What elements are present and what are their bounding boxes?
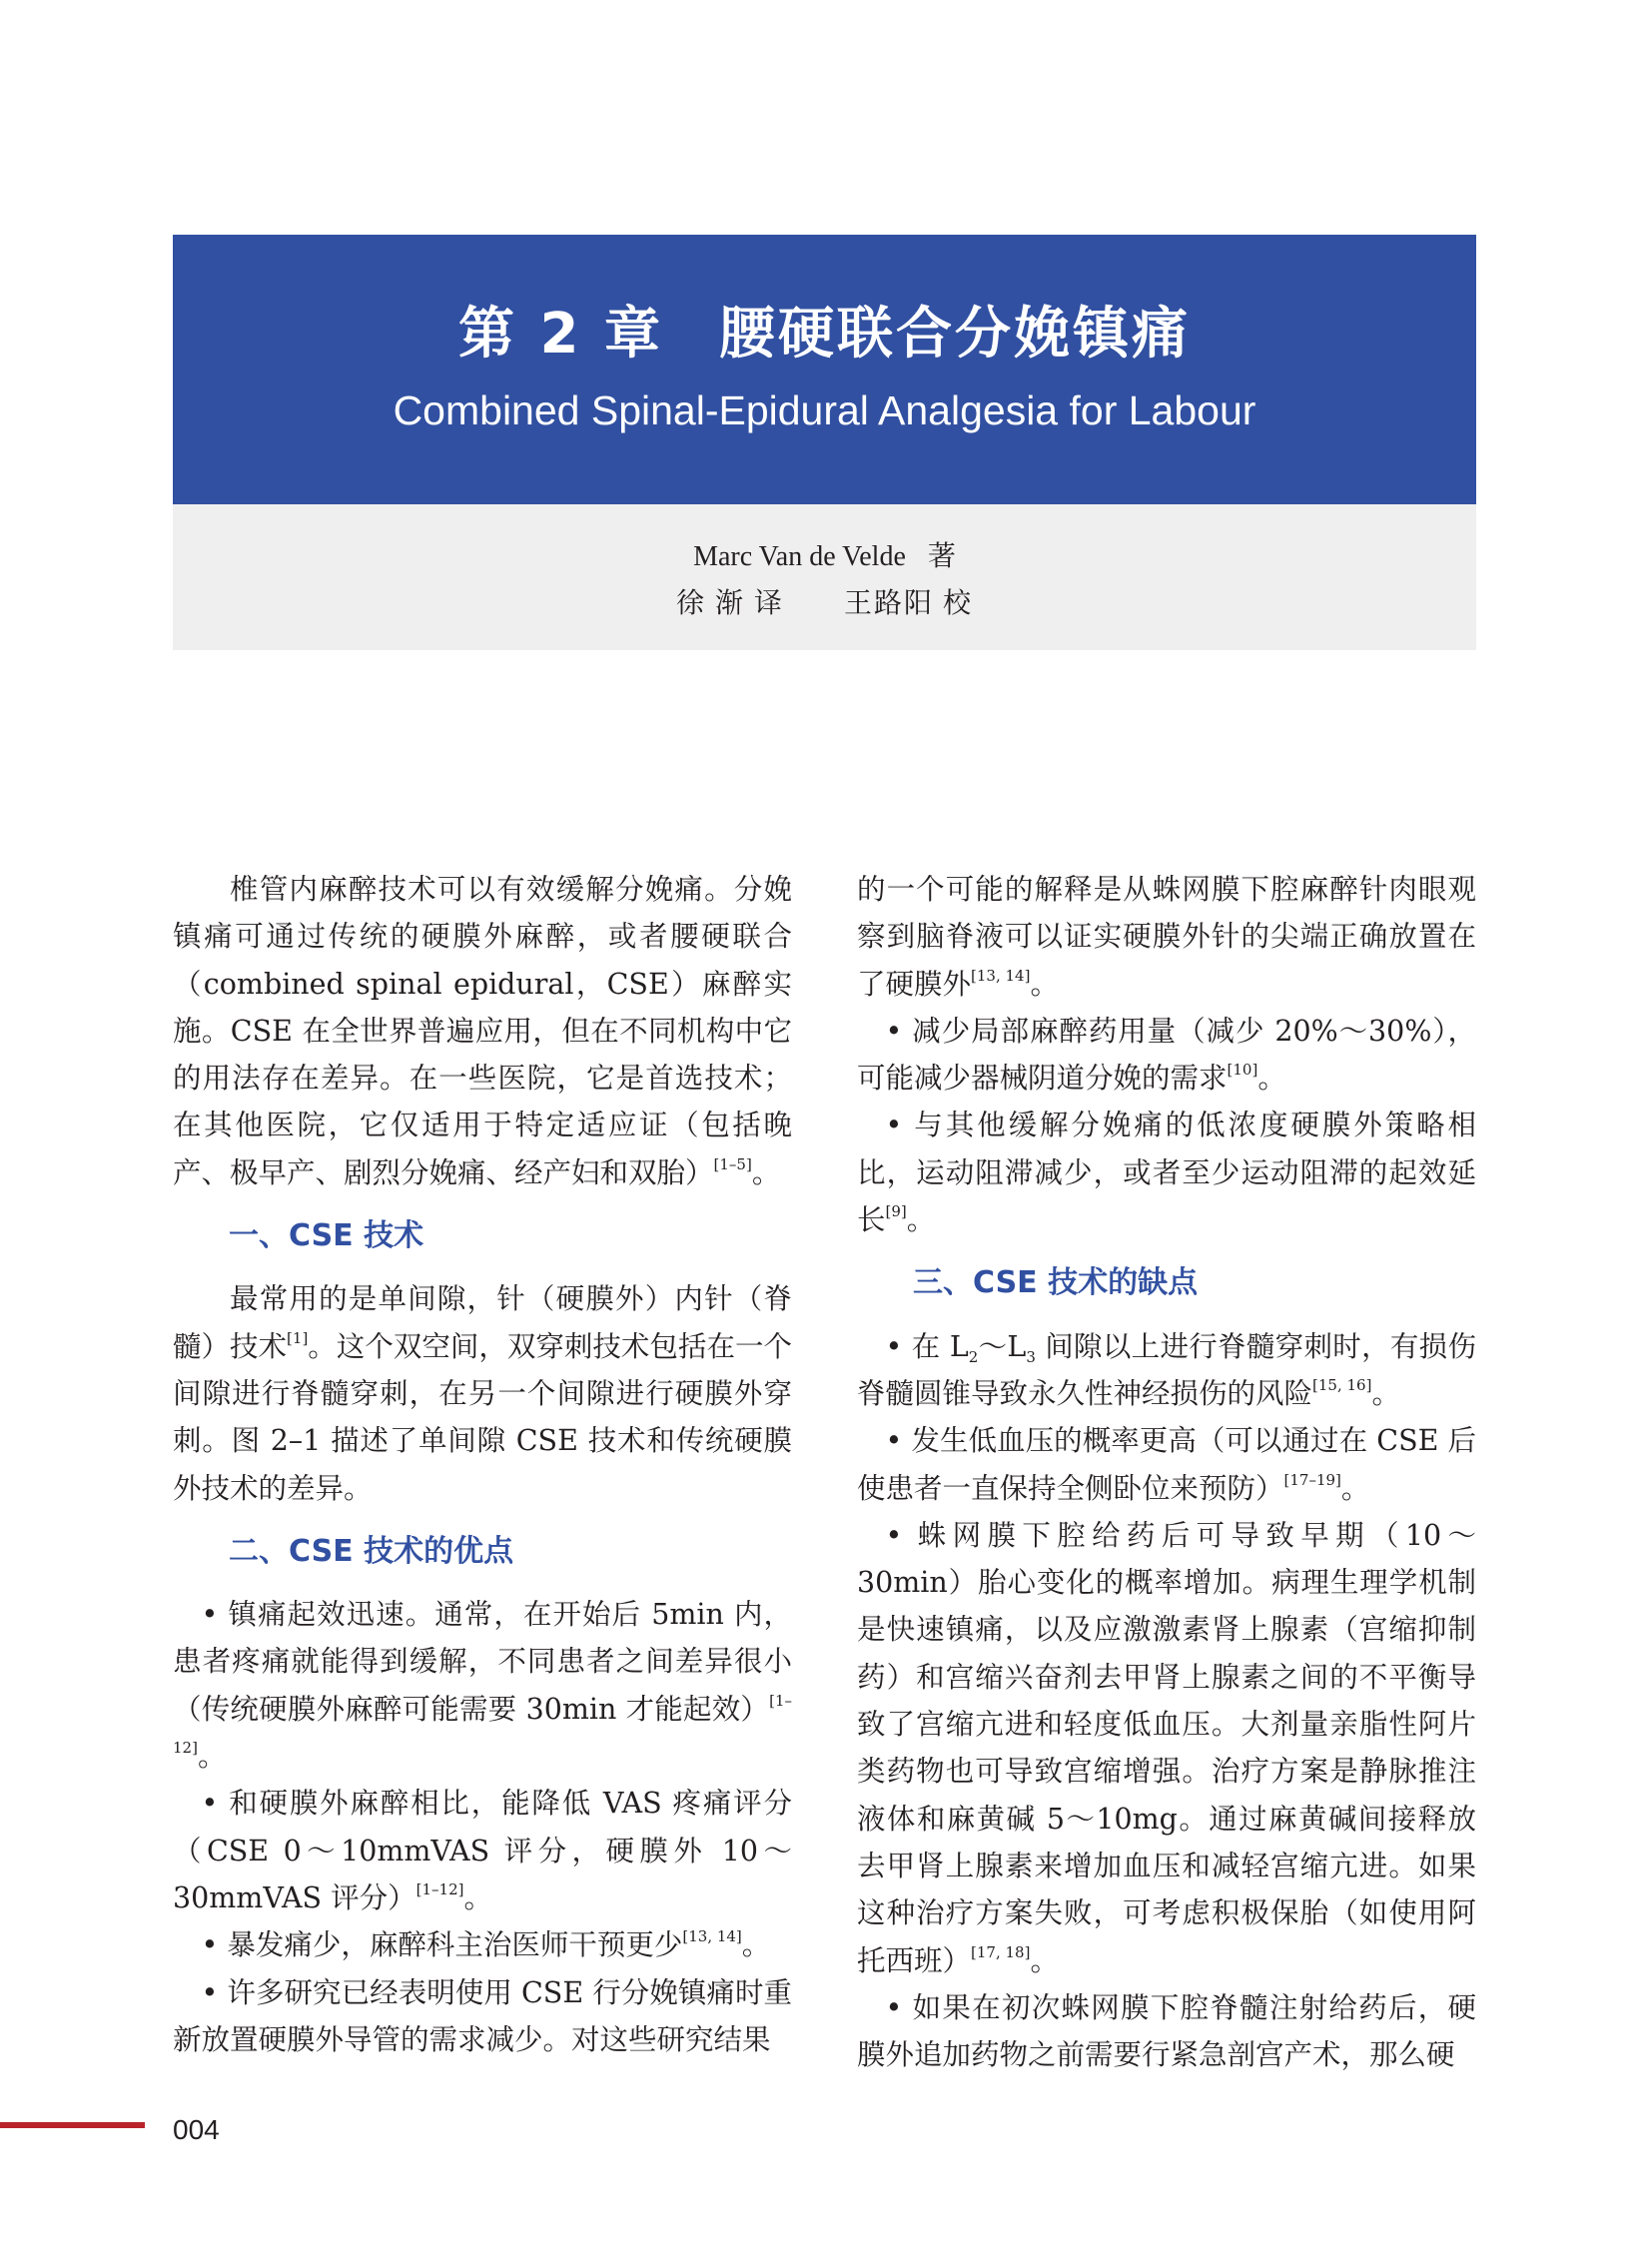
- advantage-item: • 暴发痛少，麻醉科主治医师干预更少[13, 14]。: [201, 1927, 771, 1962]
- reviewer-mark: 校: [943, 588, 974, 619]
- right-column: [857, 866, 1476, 2078]
- translator-name: 徐 渐: [675, 588, 745, 619]
- citation: [1–12]: [415, 1879, 464, 1898]
- translator-mark: 译: [753, 588, 784, 619]
- left-column: [173, 866, 792, 2063]
- advantage-item: • 与其他缓解分娩痛的低浓度硬膜外策略相比，运动阻滞减少，或者至少运动阻滞的起效延长[9]。: [857, 1109, 1476, 1237]
- citation: [13, 14]: [971, 966, 1031, 985]
- author-mark: 著: [927, 541, 956, 572]
- author-line: [173, 537, 1476, 577]
- chapter-banner: [173, 235, 1476, 504]
- advantage-item: • 许多研究已经表明使用 CSE 行分娩镇痛时重新放置硬膜外导管的需求减少。对这些研究结果: [173, 1975, 792, 2056]
- citation: [17–19]: [1283, 1470, 1341, 1489]
- advantage-item: • 和硬膜外麻醉相比，能降低 VAS 疼痛评分（CSE 0～10mmVAS 评分，硬膜外 10～30mmVAS 评分）[1–12]。: [173, 1787, 792, 1914]
- advantage-item: • 镇痛起效迅速。通常，在开始后 5min 内，患者疼痛就能得到缓解，不同患者之间差异很小（传统硬膜外麻醉可能需要 30min 才能起效）[1–12]。: [173, 1598, 792, 1774]
- credits-box: [173, 504, 1476, 650]
- citation: [1]: [287, 1328, 309, 1347]
- disadvantage-item: • 在 $L_2\sim L_3$ 间隙以上进行脊髓穿刺时，有损伤脊髓圆锥导致永久性神经损伤的风险[15, 16]。: [857, 1329, 1476, 1410]
- english-title: Combined Spinal-Epidural Analgesia for Labour: [393, 387, 1256, 433]
- citation: [17, 18]: [971, 1942, 1031, 1961]
- chapter-number: 第 2 章: [458, 302, 663, 367]
- footer-accent-bar: [0, 2122, 145, 2128]
- section-heading-disadvantages: 三、CSE 技术的缺点: [913, 1265, 1199, 1301]
- citation: [1–5]: [713, 1154, 752, 1173]
- advantage-item: • 减少局部麻醉药用量（减少 20%～30%），可能减少器械阴道分娩的需求[10]。: [857, 1014, 1476, 1096]
- page-number: 004: [173, 2114, 220, 2145]
- citation: [1–12]: [173, 1691, 792, 1758]
- section-heading-technique: 一、CSE 技术: [229, 1218, 424, 1254]
- disadvantage-item: • 蛛网膜下腔给药后可导致早期（10～30min）胎心变化的概率增加。病理生理学机制是快速镇痛，以及应激激素肾上腺素（宫缩抑制药）和宫缩兴奋剂去甲肾上腺素之间的不平衡导致了宫缩亢进和轻度低血压。大剂量亲脂性阿片类药物也可导致宫缩增强。治疗方案是静脉推注液体和麻黄碱 5～10mg。通过麻黄碱间接释放去甲肾上腺素来增加血压和减轻宫缩亢进。如果这种治疗方案失败，可考虑积极保胎（如使用阿托西班）[17, 18]。: [857, 1518, 1476, 1977]
- citation: [10]: [1227, 1061, 1258, 1080]
- intro-paragraph: 椎管内麻醉技术可以有效缓解分娩痛。分娩镇痛可通过传统的硬膜外麻醉，或者腰硬联合（combined spinal epidural，CSE）麻醉实施。CSE 在全世界普遍应用，但在不同机构中它的用法存在差异。在一些医院，它是首选技术；在其他医院，它仅适用于特定适应证（包括晚产、极早产、剧烈分娩痛、经产妇和双胎）[1–5]。: [173, 873, 792, 1189]
- reviewer-name: 王路阳: [844, 588, 935, 619]
- translator-line: [173, 584, 1476, 624]
- citation: [9]: [885, 1202, 907, 1221]
- continued-paragraph: 的一个可能的解释是从蛛网膜下腔麻醉针肉眼观察到脑脊液可以证实硬膜外针的尖端正确放置在了硬膜外[13, 14]。: [857, 873, 1476, 1001]
- section-heading-advantages: 二、CSE 技术的优点: [229, 1533, 514, 1569]
- technique-paragraph: 最常用的是单间隙，针（硬膜外）内针（脊髓）技术[1]。这个双空间，双穿刺技术包括在一个间隙进行脊髓穿刺，在另一个间隙进行硬膜外穿刺。图 2–1 描述了单间隙 CSE 技术和传统硬膜外技术的差异。: [173, 1282, 792, 1505]
- disadvantage-item: • 如果在初次蛛网膜下腔脊髓注射给药后，硬膜外追加药物之前需要行紧急剖宫产术，那么硬: [857, 1990, 1476, 2072]
- author-name: Marc Van de Velde: [693, 541, 906, 572]
- citation: [15, 16]: [1312, 1375, 1372, 1394]
- disadvantage-item: • 发生低血压的概率更高（可以通过在 CSE 后使患者一直保持全侧卧位来预防）[17–19]。: [857, 1424, 1476, 1505]
- chapter-title-text: 腰硬联合分娩镇痛: [718, 302, 1191, 367]
- chapter-title: [173, 303, 1476, 367]
- citation: [13, 14]: [682, 1927, 742, 1946]
